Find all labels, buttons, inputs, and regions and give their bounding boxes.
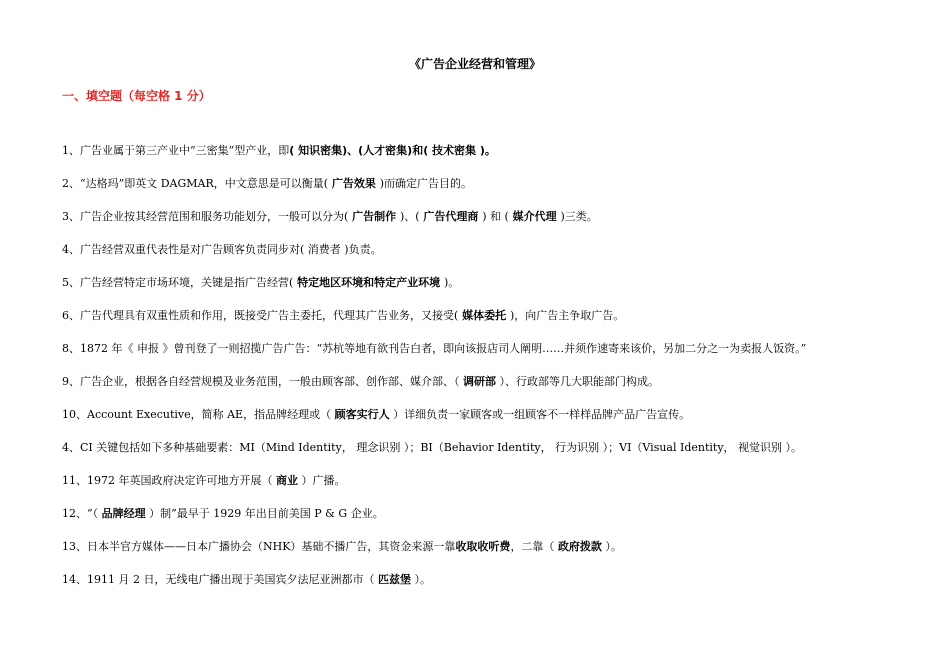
question-text: 6、广告代理具有双重性质和作用，既接受广告主委托，代理其广告业务，又接受( <box>62 309 459 322</box>
question-text: ）。 <box>410 573 431 586</box>
answer-text: 广告效果 <box>328 177 380 190</box>
question-item <box>62 372 942 405</box>
document-title: 《广告企业经营和管理》 <box>408 57 541 71</box>
question-text: )，向广告主争取广告。 <box>509 309 625 322</box>
question-item <box>62 174 942 207</box>
question-text: 4、广告经营双重代表性是对广告顾客负责同步对( 消费者 )负责。 <box>62 243 382 256</box>
question-text: 8、1872 年《 申报 》曾刊登了一则招揽广告广告：“苏杭等地有欲刊告白者，即向该报店司人阐明……并须作速寄来该价，另加二分之一为卖报人饭资。” <box>62 342 807 355</box>
answer-text: 商业 <box>275 474 298 487</box>
question-text: 10、Account Executive，简称 AE，指品牌经理或（ <box>62 408 335 421</box>
question-text: 2、“达格玛”即英文 DAGMAR，中文意思是可以衡量( <box>62 177 329 190</box>
question-item <box>62 207 942 240</box>
answer-text: 媒介代理 <box>508 210 561 223</box>
question-text: ) 和 ( <box>482 210 509 223</box>
question-text: ）详细负责一家顾客或一组顾客不一样样品牌产品广告宣传。 <box>389 408 691 421</box>
question-item <box>62 141 942 174</box>
question-item <box>62 471 942 504</box>
question-item <box>62 570 942 603</box>
question-text: 4、CI 关键包括如下多种基础要素：MI（Mind Identity， 理念识别 ）；BI（Behavior Identity， 行为识别 ）；VI（Visual Identity， 视觉识别 ）。 <box>62 441 803 454</box>
answer-text: 品牌经理 <box>101 507 146 520</box>
question-text: ）广播。 <box>297 474 346 487</box>
question-text: ，二靠（ <box>510 540 558 553</box>
question-text: 12、“（ <box>62 507 102 520</box>
question-item <box>62 339 942 372</box>
answer-text: 广告制作 <box>348 210 400 223</box>
question-item <box>62 405 942 438</box>
question-item <box>62 504 942 537</box>
question-text: ）、行政部等几大职能部门构成。 <box>496 375 659 388</box>
question-item <box>62 306 942 339</box>
answer-text: 调研部 <box>463 375 496 388</box>
section-heading: 一、填空题（每空格 1 分） <box>62 89 211 103</box>
question-item <box>62 240 942 273</box>
question-text: 9、广告企业，根据各自经营规模及业务范围，一般由顾客部、创作部、媒介部、（ <box>62 375 463 388</box>
answer-text: 政府拨款 <box>557 540 602 553</box>
question-text: 13、日本半官方媒体——日本广播协会（NHK）基础不播广告，其资金来源一靠 <box>62 540 456 553</box>
answer-text: 顾客实行人 <box>334 408 390 421</box>
question-text: )。 <box>443 276 460 289</box>
question-item <box>62 537 942 570</box>
question-item <box>62 438 942 471</box>
question-text: 14、1911 月 2 日，无线电广播出现于美国宾夕法尼亚洲都市（ <box>62 573 378 586</box>
answer-text: 广告代理商 <box>419 210 483 223</box>
question-item <box>62 273 942 306</box>
question-text: ）制”最早于 1929 年出目前美国 P & G 企业。 <box>145 507 384 520</box>
question-text: )、( <box>399 210 420 223</box>
question-text: 1、广告业属于第三产业中“三密集”型产业，即 <box>62 144 290 157</box>
question-text: )三类。 <box>560 210 598 223</box>
answer-text: 收取收听费 <box>455 540 511 553</box>
answer-text: ( 知识密集)、(人才密集)和( 技术密集 )。 <box>289 144 496 157</box>
answer-text: 匹兹堡 <box>377 573 411 586</box>
question-text: ）。 <box>601 540 622 553</box>
question-list <box>62 141 942 603</box>
answer-text: 媒体委托 <box>458 309 510 322</box>
answer-text: 特定地区环境和特定产业环境 <box>293 276 444 289</box>
question-text: 5、广告经营特定市场环境，关键是指广告经营( <box>62 276 294 289</box>
question-text: )而确定广告目的。 <box>379 177 473 190</box>
question-text: 11、1972 年英国政府决定许可地方开展（ <box>62 474 276 487</box>
question-text: 3、广告企业按其经营范围和服务功能划分，一般可以分为( <box>62 210 349 223</box>
